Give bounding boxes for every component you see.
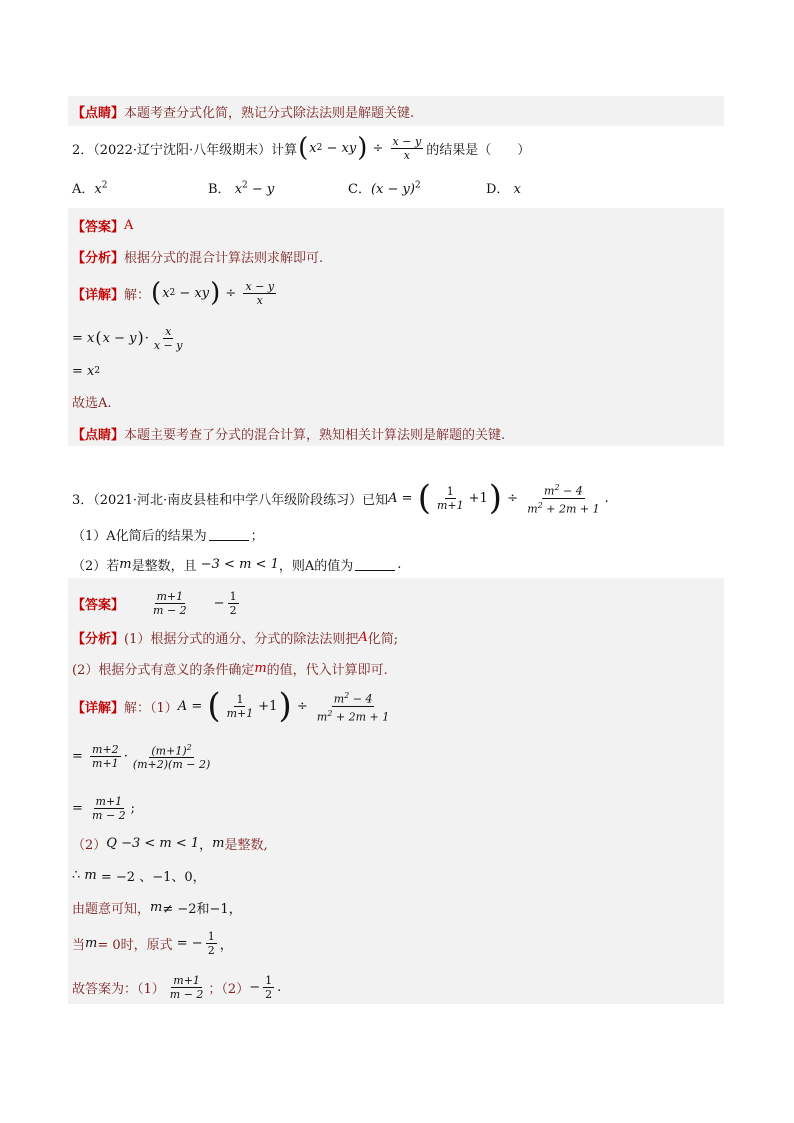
q3-detail: 【详解】 解：（1） A = ( $\frac{1}{m+1}$ +1 ) ÷ $\frac{m^2 - 4}{m^2 + 2m + 1}$: [72, 686, 390, 726]
q3-step-1: = $\frac{m+2}{m+1}$ · $\frac{(m+1)^2}{(m+2)(m - 2)}$: [72, 742, 211, 772]
q3-final: 故答案为：（1） $\frac{m+1}{m - 2}$ ；（2） − $\frac{1}{2}$ .: [72, 973, 282, 1001]
answer-blank-2[interactable]: [355, 557, 395, 571]
q2-answer: [72, 212, 133, 238]
q3-analysis-1: 【分析】 (1）根据分式的通分、分式的除法法则把 A 化简;: [72, 629, 399, 647]
q2-stem: 2．（2022·辽宁沈阳·八年级期末）计算 ( x 2 − xy ) ÷ $\frac{x - y}{x}$ 的结果是（ ）: [72, 133, 531, 163]
q3-step-2: = $\frac{m+1}{m - 2}$ ;: [72, 794, 136, 822]
q2-option-a: A．$x^2$: [72, 180, 108, 197]
q2-conclusion: 故选A.: [72, 395, 112, 411]
q2-stem-suffix: 的结果是（ ）: [426, 142, 531, 158]
q2-option-c: C．$(x - y)^2$: [348, 180, 421, 197]
q3-step-4: ∴ m = −2 、−1、0，: [72, 867, 206, 885]
q3-step-6: 当 m = 0时，原式 = − $\frac{1}{2}$ ，: [72, 929, 233, 957]
q3-analysis-2: (2）根据分式有意义的条件确定 m 的值，代入计算即可.: [72, 660, 388, 678]
q3-stem: 3．（2021·河北·南皮县桂和中学八年级阶段练习）已知 A = ( $\frac{1}{m+1}$ +1 ) ÷ $\frac{m^2 - 4}{m^2 + 2m + 1}$ .: [72, 478, 609, 518]
analysis-tag: 【分析】: [72, 250, 125, 266]
q2-step-1: = x ( x − y ) · $\frac{x}{x - y}$: [72, 324, 183, 352]
analysis-text: 根据分式的混合计算法则求解即可.: [124, 250, 324, 266]
q3-step-5: 由题意可知， m ≠ −2和−1，: [72, 899, 242, 917]
q2-option-d: D． x: [486, 182, 521, 197]
q3-answer: 【答案】 $\frac{m+1}{m - 2}$ − $\frac{1}{2}$: [72, 589, 237, 617]
q2-detail: 【详解】 解： ( x 2 − xy ) ÷ $\frac{x - y}{x}$: [72, 278, 275, 308]
q2-remark: 【点睛】 本题主要考查了分式的混合计算，熟知相关计算法则是解题的关键.: [72, 427, 506, 443]
q1-remark: [72, 98, 414, 124]
remark-text: 本题考查分式化简，熟记分式除法法则是解题关键.: [124, 105, 415, 121]
q2-fraction: $\frac{x - y}{x}$: [392, 134, 422, 162]
answer-value: A: [124, 217, 134, 233]
q2-option-b: B． $x^2 - y$: [208, 180, 275, 197]
q2-stem-prefix: 2．（2022·辽宁沈阳·八年级期末）计算: [72, 142, 298, 158]
q3-part-2: （2）若 m 是整数，且 −3 < m < 1 ，则A的值为 .: [72, 556, 402, 574]
remark-tag: 【点睛】: [72, 105, 125, 121]
q2-analysis: [72, 243, 323, 269]
q3-part-1: （1）A化简后的结果为 ；: [72, 528, 264, 544]
detail-tag: 【详解】: [72, 287, 125, 303]
answer-tag: 【答案】: [72, 219, 125, 235]
answer-blank[interactable]: [209, 527, 249, 541]
q3-step-3: （2） Q −3 < m < 1 ， m 是整数,: [72, 835, 268, 853]
q2-step-2: = x 2: [72, 363, 101, 379]
